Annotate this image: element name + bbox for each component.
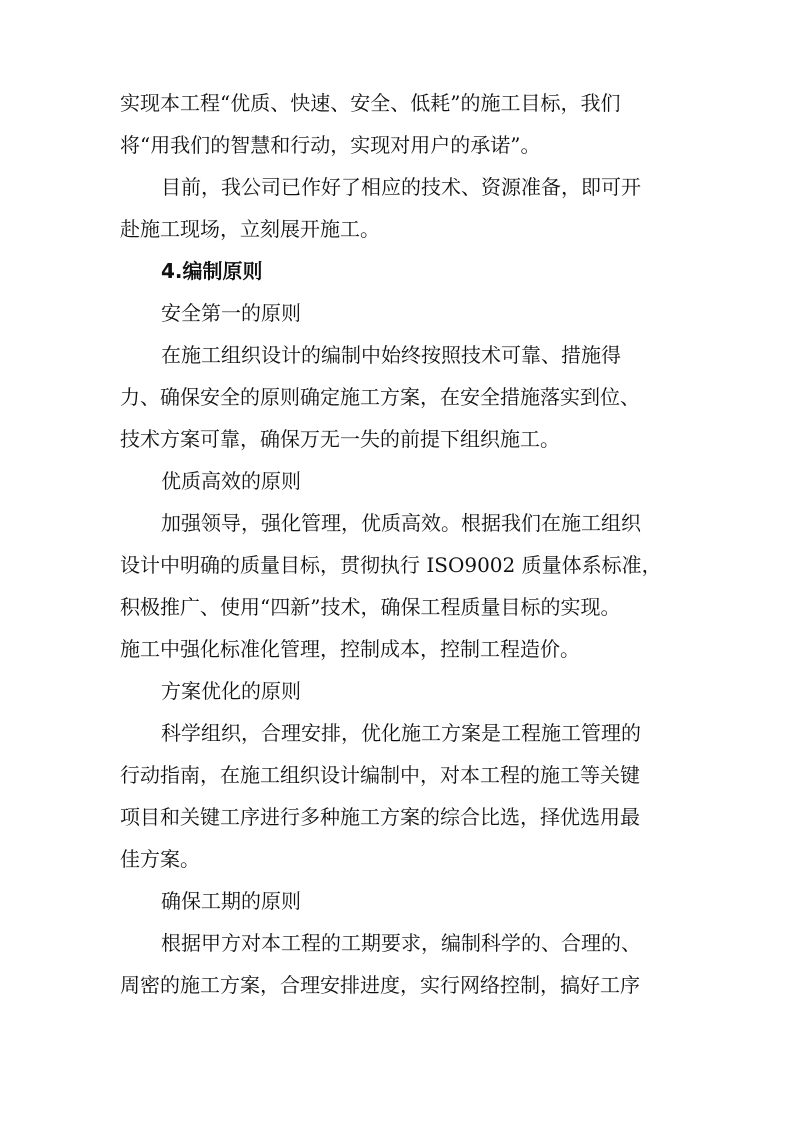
paragraph-optimization-line: 行动指南，在施工组织设计编制中，对本工程的施工等关键 <box>120 763 640 787</box>
subheading-safety-first: 安全第一的原则 <box>161 301 301 325</box>
paragraph-safety-line: 技术方案可靠，确保万无一失的前提下组织施工。 <box>120 427 560 451</box>
subheading-quality-efficiency: 优质高效的原则 <box>161 469 301 493</box>
paragraph-safety-line: 在施工组织设计的编制中始终按照技术可靠、措施得 <box>161 343 621 367</box>
subheading-plan-optimization: 方案优化的原则 <box>161 679 301 703</box>
paragraph-optimization-line: 项目和关键工序进行多种施工方案的综合比选，择优选用最 <box>120 805 640 829</box>
paragraph-readiness-line: 目前，我公司已作好了相应的技术、资源准备，即可开 <box>161 175 641 199</box>
paragraph-schedule-line: 周密的施工方案，合理安排进度，实行网络控制，搞好工序 <box>120 973 640 997</box>
paragraph-intro-line: 将“用我们的智慧和行动，实现对用户的承诺”。 <box>120 133 541 157</box>
paragraph-quality-line: 施工中强化标准化管理，控制成本，控制工程造价。 <box>120 637 580 661</box>
paragraph-quality-line: 设计中明确的质量目标，贯彻执行 ISO9002 质量体系标准， <box>120 553 662 577</box>
subheading-schedule-guarantee: 确保工期的原则 <box>161 889 301 913</box>
paragraph-quality-line: 积极推广、使用“四新”技术，确保工程质量目标的实现。 <box>120 595 621 619</box>
paragraph-safety-line: 力、确保安全的原则确定施工方案，在安全措施落实到位、 <box>120 385 640 409</box>
paragraph-quality-line: 加强领导，强化管理，优质高效。根据我们在施工组织 <box>161 511 641 535</box>
paragraph-intro-line: 实现本工程“优质、快速、安全、低耗”的施工目标，我们 <box>120 91 621 115</box>
paragraph-optimization-line: 佳方案。 <box>120 847 200 871</box>
paragraph-optimization-line: 科学组织，合理安排，优化施工方案是工程施工管理的 <box>161 721 641 745</box>
paragraph-schedule-line: 根据甲方对本工程的工期要求，编制科学的、合理的、 <box>161 931 641 955</box>
paragraph-readiness-line: 赴施工现场，立刻展开施工。 <box>120 217 380 241</box>
section-heading-compilation-principles: 4.编制原则 <box>161 259 263 283</box>
